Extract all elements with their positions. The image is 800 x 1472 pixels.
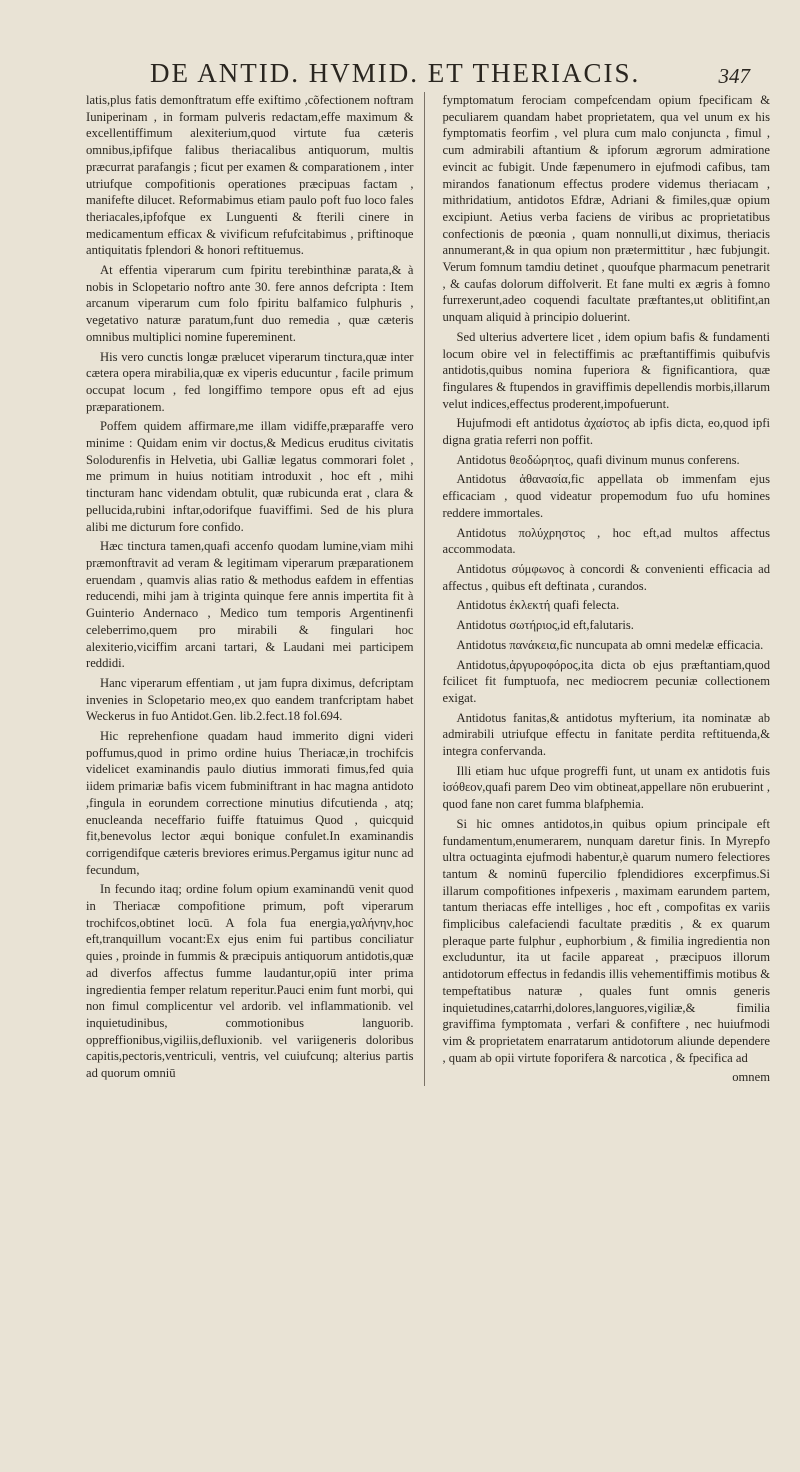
paragraph: Si hic omnes antidotos,in quibus opium principale eft fundamentum,enumerarem, nunquam daretur finis. In Myrepfo ultra octuaginta ejufmodi habentur,è quarum numero felectiores tantum & nominū fupercilio fplendidiores excerpfimus.Si illarum compofitiones infpexeris , maximam earundem partem, tantum theriacas effe intelliges , hoc eft , compofitas ex variis fimplicibus calefaciendi facultate præditis , & ex quarum pleraque parte fulphur , euphorbium , & fimilia ingredientia non excluduntur, ita ut facile appareat , præcipuos illorum antidotorum effectus in fedandis illis vehementiffimis motibus & tempeftatibus naturæ , quales funt omnis generis inquietudines,catarrhi,dolores,languores,vigiliæ,& fimilia graviffima fymptomata , verfari & confiftere , nec huiufmodi vim & proprietatem enarratarum antidotorum aliunde dependere , quam ab opii virtute foporifera & narcotica , & fpecifica ad xyxy=(442,816,770,1065)
paragraph: Hic reprehenfione quadam haud immerito digni videri poffumus,quod in primo ordine huius Theriacæ,in trochifcis videlicet examinandis paulo diutius immorati fimus,fed quia iidem primariæ bafis vicem fubminiftrant in hac magna antidoto ,fingula in eorundem correctione minutius difcutienda , atq; enucleanda neceffario fuiffe ftatuimus Quod , quicquid fit,benevolus lector æqui bonique confulet.In examinandis corrigendifque cæteris breviores erimus.Pergamus igitur nunc ad fecundum, xyxy=(86,729,414,877)
text-columns xyxy=(86,92,770,1086)
paragraph: At effentia viperarum cum fpiritu terebinthinæ parata,& à nobis in Sclopetario noftro ante 30. fere annos defcripta : Item arcanum viperarum cum folo fpiritu balfamico fulphuris , vegetativo naturæ paratum,funt duo remedia , quæ cæteris omnibus multiplici nomine fupereminent. xyxy=(86,263,414,344)
paragraph: In fecundo itaq; ordine folum opium examinandū venit quod in Theriacæ compofitione primum, poft viperarum trochifcos,obtinet locū. A fola fua energia,γαλήνην,hoc eft,tranquillum vocant:Ex ejus enim fui partibus conciliatur quies , proinde in fummis & præcipuis antiquorum antidotis,quæ ad diverfos affectus fumme laudantur,opiū inter prima ingredientia femper relatum reperitur.Pauci enim funt morbi, qui non fimul complicentur vel ardorib. vel inflammationib. vel inquietudinibus, commotionibus languorib. oppreffionibus,vigiliis,defluxionib. vel variigeneris doloribus capitis,pectoris,ventriculi, ventris, vel cuiufcunq; alterius partis ad quorum omniū xyxy=(86,882,414,1081)
paragraph: Antidotus ἐκλεκτή quafi felecta. xyxy=(456,598,620,613)
paragraph: Antidotus σύμφωνος à concordi & convenienti efficacia ad affectus , quibus eft deftinata , curandos. xyxy=(442,561,770,593)
right-column xyxy=(443,92,771,1086)
page-header xyxy=(150,58,772,92)
paragraph: Antidotus θεοδώρητος, quafi divinum munus conferens. xyxy=(456,452,740,467)
left-column xyxy=(86,92,425,1086)
paragraph: Antidotus,ἀργυροφόρος,ita dicta ob ejus præftantiam,quod fcilicet fit fumptuofa, nec mediocrem pecuniæ collectionem exigat. xyxy=(442,657,770,705)
paragraph: Hujufmodi eft antidotus ἀχαίστος ab ipfis dicta, eo,quod ipfi digna gratia referri non poffit. xyxy=(442,416,770,448)
paragraph: Antidotus ἀθανασία,fic appellata ob immenfam ejus efficaciam , quod videatur propemodum fuo ufu homines reddere immortales. xyxy=(442,472,770,520)
paragraph: Antidotus πολύχρηστος , hoc eft,ad multos affectus accommodata. xyxy=(442,525,770,557)
paragraph: Illi etiam huc ufque progreffi funt, ut unam ex antidotis fuis ἰσόθεον,quafi parem Deo vim obtineat,appellare nōn erubuerint , quod fane non caret fumma blafphemia. xyxy=(442,763,770,812)
paragraph: fymptomatum ferociam compefcendam opium fpecificam & peculiarem quandam habet proprietatem, qua vel unum ex his fymptomatis feorfim , vel plura cum malo conjuncta , fimul , cum admirabili aftantium & ipforum ægrorum admiratione evincit ac fubigit. Unde fæpenumero in ejufmodi cafibus, tam mirandos fanationum effectus prodere videmus theriacam , mithridatium, antidotos Efdræ, Adriani & fimiles,quæ opium excipiunt. Aetius verba faciens de viribus ac proprietatibus confectionis de pœonia , quam nonnulli,ut diximus, theriacis annumerant,& in qua opium non prætermittitur , hæc fubjungit. Verum fomnum tamdiu detinet , quoufque pharmacum penetrarit , & caufas dolorum diffolverit. Et fane multi ex ægris à fomno furrexerunt,adeo coquendi facultate præftantes,ut oblitifint,an unquam aliquid à principio doluerint. xyxy=(442,93,770,325)
running-head: DE ANTID. HVMID. ET THERIACIS. xyxy=(150,58,641,88)
paragraph: Hæc tinctura tamen,quafi accenfo quodam lumine,viam mihi præmonftravit ad veram & legitimam viperarum præparationem eruendam , quamvis alias ratio & methodus eafdem in effentias reducendi, mihi jam à triginta quinque fere annis impertita fit à Guinterio Andernaco , Medico tum temporis Argentinenfi celeberrimo,quem pro mirabili & fingulari hoc alexiterio,viciffim arcani tartari, & Laudani mei participem reddidi. xyxy=(86,539,414,671)
paragraph: Antidotus σωτήριος,id eft,falutaris. xyxy=(456,618,634,633)
paragraph: Poffem quidem affirmare,me illam vidiffe,præparaffe vero minime : Quidam enim vir doctus,& Medicus eruditus civitatis Solodurenfis in Helvetia, ubi Galliæ legatus commorari folet , me primum in huius notitiam introduxit , hoc eft , mihi tincturam hanc videndam obtulit, quæ rubicunda erat , clara & pellucida,rubini inftar,odorifque fuaviffimi. Sed de his plura alibi me dicturum fore confido. xyxy=(86,419,414,534)
paragraph: Antidotus πανάκεια,fic nuncupata ab omni medelæ efficacia. xyxy=(456,637,764,652)
page-number: 347 xyxy=(718,64,750,88)
paragraph: Hanc viperarum effentiam , ut jam fupra diximus, defcriptam invenies in Sclopetario meo,ex quo eandem tranfcriptam habet Weckerus in fuo Antidot.Gen. lib.2.fect.18 fol.694. xyxy=(86,675,414,724)
paragraph: Sed ulterius advertere licet , idem opium bafis & fundamenti locum obire vel in felectiffimis ac præftantiffimis quibufvis antidotis,quibus nomina fuperiora & fignificantiora, quæ fingulares & ftupendos in graviffimis depellendis morbis,illarum velut indices,effectus proderent,impofuerunt. xyxy=(442,329,770,411)
catchword: omnem xyxy=(732,1070,770,1085)
paragraph: His vero cunctis longæ prælucet viperarum tinctura,quæ inter cætera opera mirabilia,quæ ex viperis educuntur , facile primum occupat locum , fed longiffimo tempore opus eft ad ejus præparationem. xyxy=(86,349,414,414)
paragraph: latis,plus fatis demonftratum effe exiftimo ,cõfectionem noftram Iuniperinam , in formam pulveris redactam,effe maximum & excellentiffimum alexiterium,quod virtute fua cæteris omnibus,ipfifque falibus theriacalibus antiquorum, multis præcurrat parafangis ; ficut per examen & comparationem , inter utriufque compofitionis operationes præcipuas factam , manifefte dilucet. Reformabimus etiam paulo poft fuo loco fales theriacales,ipfofque ex Lunguenti & fterili cinere in medicamentum efficax & vivificum refufcitabimus , priftinoque antiquitatis fplendori & honori reftituemus. xyxy=(86,93,414,258)
paragraph: Antidotus fanitas,& antidotus myfterium, ita nominatæ ab admirabili utriufque effectu in fanitate perdita reftituenda,& integra confervanda. xyxy=(442,710,770,759)
